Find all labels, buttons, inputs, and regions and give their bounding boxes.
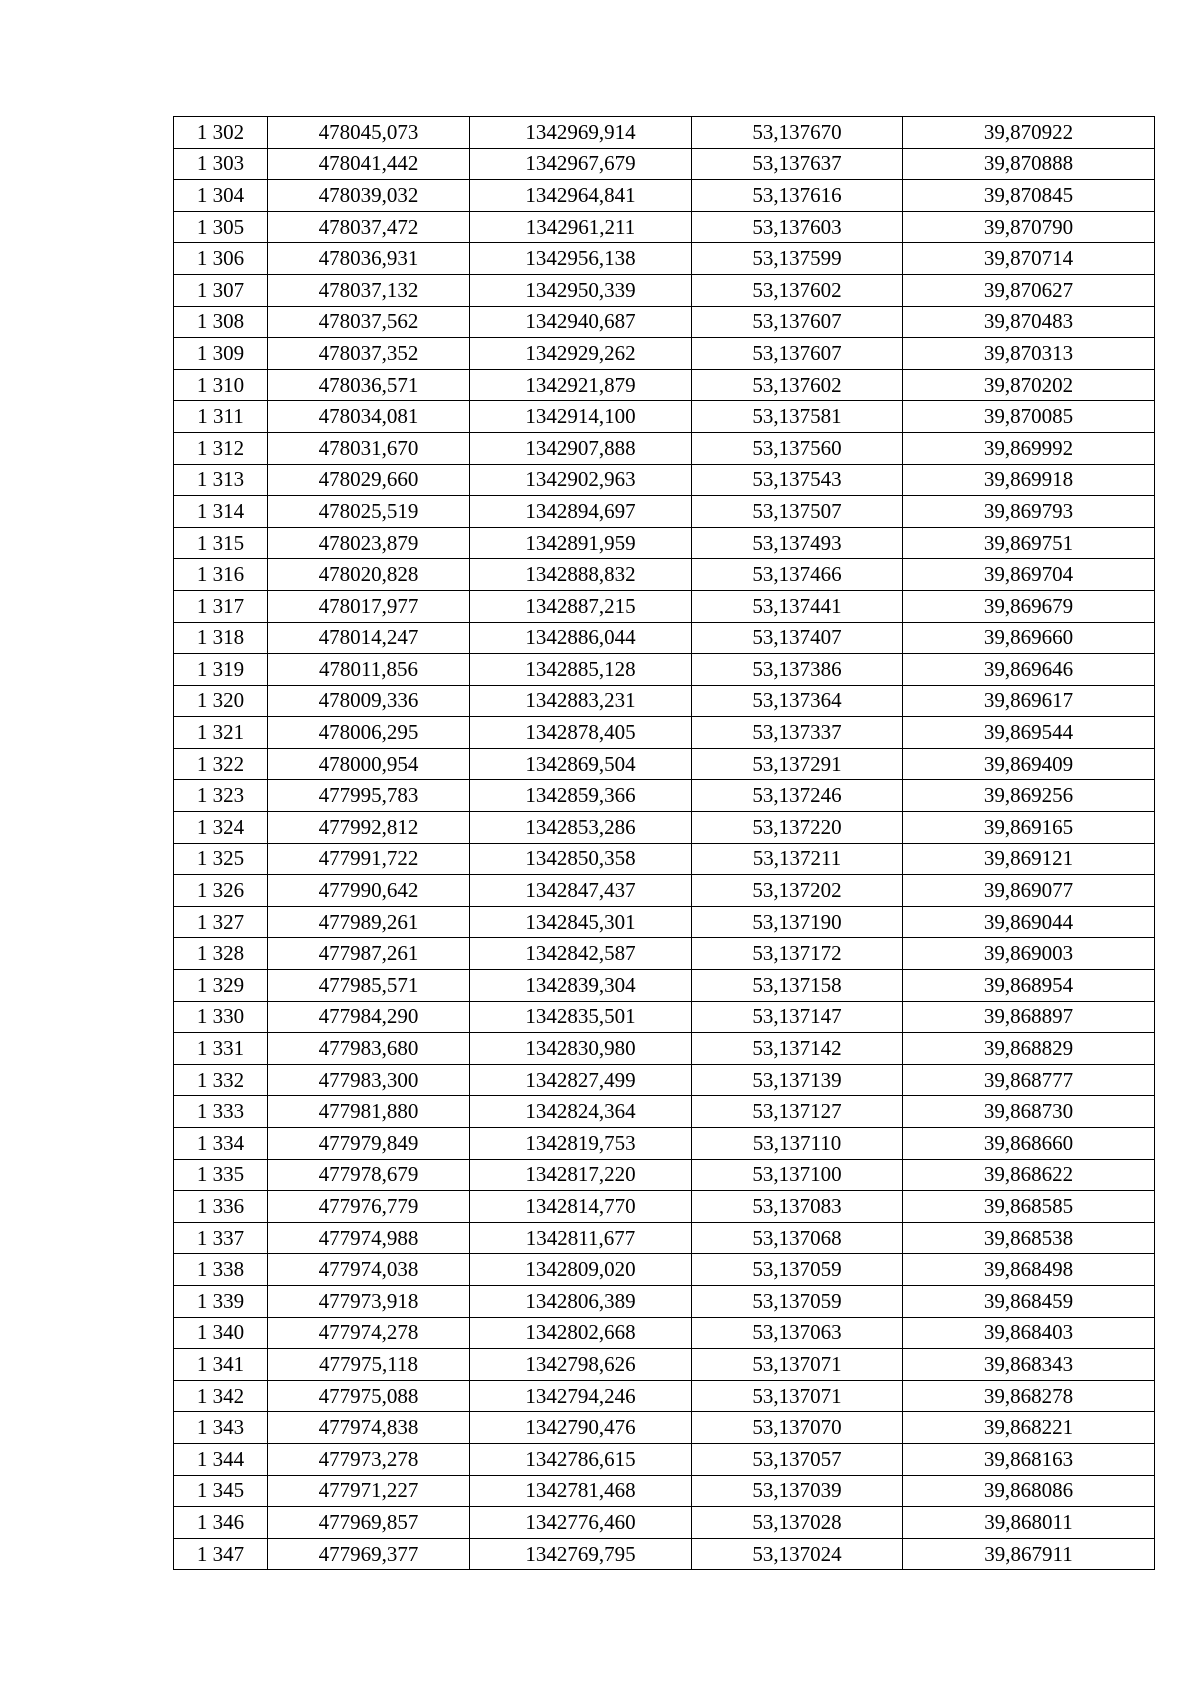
x-coordinate-cell: 477969,377 bbox=[268, 1538, 470, 1570]
point-number-cell: 1 322 bbox=[174, 748, 268, 780]
y-coordinate-cell: 1342921,879 bbox=[470, 369, 692, 401]
latitude-cell: 53,137024 bbox=[692, 1538, 903, 1570]
y-coordinate-cell: 1342769,795 bbox=[470, 1538, 692, 1570]
latitude-cell: 53,137493 bbox=[692, 527, 903, 559]
x-coordinate-cell: 478023,879 bbox=[268, 527, 470, 559]
point-number-cell: 1 332 bbox=[174, 1064, 268, 1096]
table-row bbox=[174, 306, 1155, 338]
y-coordinate-cell: 1342830,980 bbox=[470, 1033, 692, 1065]
table-row bbox=[174, 970, 1155, 1002]
y-coordinate-cell: 1342786,615 bbox=[470, 1443, 692, 1475]
latitude-cell: 53,137543 bbox=[692, 464, 903, 496]
x-coordinate-cell: 477974,838 bbox=[268, 1412, 470, 1444]
point-number-cell: 1 314 bbox=[174, 496, 268, 528]
longitude-cell: 39,869077 bbox=[903, 875, 1155, 907]
latitude-cell: 53,137616 bbox=[692, 180, 903, 212]
longitude-cell: 39,870202 bbox=[903, 369, 1155, 401]
x-coordinate-cell: 478031,670 bbox=[268, 432, 470, 464]
x-coordinate-cell: 477969,857 bbox=[268, 1507, 470, 1539]
x-coordinate-cell: 477983,300 bbox=[268, 1064, 470, 1096]
y-coordinate-cell: 1342961,211 bbox=[470, 211, 692, 243]
latitude-cell: 53,137602 bbox=[692, 369, 903, 401]
table-row bbox=[174, 1128, 1155, 1160]
point-number-cell: 1 333 bbox=[174, 1096, 268, 1128]
point-number-cell: 1 304 bbox=[174, 180, 268, 212]
longitude-cell: 39,868730 bbox=[903, 1096, 1155, 1128]
table-row bbox=[174, 1033, 1155, 1065]
x-coordinate-cell: 478020,828 bbox=[268, 559, 470, 591]
longitude-cell: 39,869704 bbox=[903, 559, 1155, 591]
table-row bbox=[174, 117, 1155, 149]
longitude-cell: 39,869121 bbox=[903, 843, 1155, 875]
x-coordinate-cell: 478000,954 bbox=[268, 748, 470, 780]
longitude-cell: 39,869751 bbox=[903, 527, 1155, 559]
longitude-cell: 39,869544 bbox=[903, 717, 1155, 749]
point-number-cell: 1 313 bbox=[174, 464, 268, 496]
table-row bbox=[174, 1285, 1155, 1317]
x-coordinate-cell: 478037,132 bbox=[268, 274, 470, 306]
x-coordinate-cell: 478041,442 bbox=[268, 148, 470, 180]
y-coordinate-cell: 1342814,770 bbox=[470, 1191, 692, 1223]
latitude-cell: 53,137059 bbox=[692, 1285, 903, 1317]
table-row bbox=[174, 1317, 1155, 1349]
table-row bbox=[174, 1222, 1155, 1254]
x-coordinate-cell: 477979,849 bbox=[268, 1128, 470, 1160]
latitude-cell: 53,137364 bbox=[692, 685, 903, 717]
point-number-cell: 1 311 bbox=[174, 401, 268, 433]
latitude-cell: 53,137607 bbox=[692, 338, 903, 370]
table-row bbox=[174, 1096, 1155, 1128]
x-coordinate-cell: 477975,088 bbox=[268, 1380, 470, 1412]
x-coordinate-cell: 477995,783 bbox=[268, 780, 470, 812]
latitude-cell: 53,137057 bbox=[692, 1443, 903, 1475]
point-number-cell: 1 305 bbox=[174, 211, 268, 243]
latitude-cell: 53,137581 bbox=[692, 401, 903, 433]
x-coordinate-cell: 477974,988 bbox=[268, 1222, 470, 1254]
point-number-cell: 1 327 bbox=[174, 906, 268, 938]
point-number-cell: 1 319 bbox=[174, 654, 268, 686]
table-row bbox=[174, 1475, 1155, 1507]
point-number-cell: 1 318 bbox=[174, 622, 268, 654]
longitude-cell: 39,868622 bbox=[903, 1159, 1155, 1191]
y-coordinate-cell: 1342902,963 bbox=[470, 464, 692, 496]
y-coordinate-cell: 1342883,231 bbox=[470, 685, 692, 717]
table-row bbox=[174, 1507, 1155, 1539]
x-coordinate-cell: 478014,247 bbox=[268, 622, 470, 654]
table-row bbox=[174, 527, 1155, 559]
longitude-cell: 39,870790 bbox=[903, 211, 1155, 243]
point-number-cell: 1 344 bbox=[174, 1443, 268, 1475]
latitude-cell: 53,137083 bbox=[692, 1191, 903, 1223]
longitude-cell: 39,868897 bbox=[903, 1001, 1155, 1033]
longitude-cell: 39,868538 bbox=[903, 1222, 1155, 1254]
point-number-cell: 1 340 bbox=[174, 1317, 268, 1349]
latitude-cell: 53,137466 bbox=[692, 559, 903, 591]
latitude-cell: 53,137291 bbox=[692, 748, 903, 780]
x-coordinate-cell: 478011,856 bbox=[268, 654, 470, 686]
table-row bbox=[174, 401, 1155, 433]
y-coordinate-cell: 1342887,215 bbox=[470, 590, 692, 622]
table-row bbox=[174, 211, 1155, 243]
y-coordinate-cell: 1342845,301 bbox=[470, 906, 692, 938]
latitude-cell: 53,137202 bbox=[692, 875, 903, 907]
latitude-cell: 53,137063 bbox=[692, 1317, 903, 1349]
y-coordinate-cell: 1342794,246 bbox=[470, 1380, 692, 1412]
latitude-cell: 53,137028 bbox=[692, 1507, 903, 1539]
latitude-cell: 53,137071 bbox=[692, 1349, 903, 1381]
x-coordinate-cell: 477983,680 bbox=[268, 1033, 470, 1065]
latitude-cell: 53,137190 bbox=[692, 906, 903, 938]
latitude-cell: 53,137070 bbox=[692, 1412, 903, 1444]
longitude-cell: 39,870922 bbox=[903, 117, 1155, 149]
y-coordinate-cell: 1342869,504 bbox=[470, 748, 692, 780]
latitude-cell: 53,137158 bbox=[692, 970, 903, 1002]
longitude-cell: 39,868086 bbox=[903, 1475, 1155, 1507]
longitude-cell: 39,870888 bbox=[903, 148, 1155, 180]
longitude-cell: 39,869409 bbox=[903, 748, 1155, 780]
table-row bbox=[174, 559, 1155, 591]
table-row bbox=[174, 1191, 1155, 1223]
latitude-cell: 53,137441 bbox=[692, 590, 903, 622]
x-coordinate-cell: 477975,118 bbox=[268, 1349, 470, 1381]
latitude-cell: 53,137139 bbox=[692, 1064, 903, 1096]
y-coordinate-cell: 1342888,832 bbox=[470, 559, 692, 591]
point-number-cell: 1 323 bbox=[174, 780, 268, 812]
point-number-cell: 1 346 bbox=[174, 1507, 268, 1539]
latitude-cell: 53,137211 bbox=[692, 843, 903, 875]
y-coordinate-cell: 1342842,587 bbox=[470, 938, 692, 970]
latitude-cell: 53,137603 bbox=[692, 211, 903, 243]
y-coordinate-cell: 1342907,888 bbox=[470, 432, 692, 464]
point-number-cell: 1 306 bbox=[174, 243, 268, 275]
longitude-cell: 39,870483 bbox=[903, 306, 1155, 338]
longitude-cell: 39,868278 bbox=[903, 1380, 1155, 1412]
y-coordinate-cell: 1342894,697 bbox=[470, 496, 692, 528]
latitude-cell: 53,137560 bbox=[692, 432, 903, 464]
point-number-cell: 1 321 bbox=[174, 717, 268, 749]
x-coordinate-cell: 477981,880 bbox=[268, 1096, 470, 1128]
latitude-cell: 53,137039 bbox=[692, 1475, 903, 1507]
coordinates-table-body bbox=[174, 117, 1155, 1570]
latitude-cell: 53,137110 bbox=[692, 1128, 903, 1160]
x-coordinate-cell: 478029,660 bbox=[268, 464, 470, 496]
x-coordinate-cell: 478045,073 bbox=[268, 117, 470, 149]
point-number-cell: 1 309 bbox=[174, 338, 268, 370]
longitude-cell: 39,868459 bbox=[903, 1285, 1155, 1317]
point-number-cell: 1 320 bbox=[174, 685, 268, 717]
longitude-cell: 39,868163 bbox=[903, 1443, 1155, 1475]
table-row bbox=[174, 1254, 1155, 1286]
x-coordinate-cell: 477985,571 bbox=[268, 970, 470, 1002]
y-coordinate-cell: 1342914,100 bbox=[470, 401, 692, 433]
latitude-cell: 53,137071 bbox=[692, 1380, 903, 1412]
point-number-cell: 1 310 bbox=[174, 369, 268, 401]
y-coordinate-cell: 1342811,677 bbox=[470, 1222, 692, 1254]
y-coordinate-cell: 1342940,687 bbox=[470, 306, 692, 338]
y-coordinate-cell: 1342802,668 bbox=[470, 1317, 692, 1349]
y-coordinate-cell: 1342964,841 bbox=[470, 180, 692, 212]
point-number-cell: 1 307 bbox=[174, 274, 268, 306]
x-coordinate-cell: 477973,918 bbox=[268, 1285, 470, 1317]
latitude-cell: 53,137100 bbox=[692, 1159, 903, 1191]
point-number-cell: 1 315 bbox=[174, 527, 268, 559]
longitude-cell: 39,868343 bbox=[903, 1349, 1155, 1381]
latitude-cell: 53,137127 bbox=[692, 1096, 903, 1128]
longitude-cell: 39,869646 bbox=[903, 654, 1155, 686]
longitude-cell: 39,869003 bbox=[903, 938, 1155, 970]
latitude-cell: 53,137407 bbox=[692, 622, 903, 654]
latitude-cell: 53,137337 bbox=[692, 717, 903, 749]
table-row bbox=[174, 780, 1155, 812]
point-number-cell: 1 324 bbox=[174, 812, 268, 844]
point-number-cell: 1 331 bbox=[174, 1033, 268, 1065]
table-row bbox=[174, 1412, 1155, 1444]
longitude-cell: 39,869992 bbox=[903, 432, 1155, 464]
x-coordinate-cell: 478034,081 bbox=[268, 401, 470, 433]
point-number-cell: 1 337 bbox=[174, 1222, 268, 1254]
y-coordinate-cell: 1342798,626 bbox=[470, 1349, 692, 1381]
point-number-cell: 1 338 bbox=[174, 1254, 268, 1286]
table-row bbox=[174, 938, 1155, 970]
y-coordinate-cell: 1342827,499 bbox=[470, 1064, 692, 1096]
point-number-cell: 1 334 bbox=[174, 1128, 268, 1160]
x-coordinate-cell: 478039,032 bbox=[268, 180, 470, 212]
x-coordinate-cell: 478037,472 bbox=[268, 211, 470, 243]
point-number-cell: 1 308 bbox=[174, 306, 268, 338]
latitude-cell: 53,137602 bbox=[692, 274, 903, 306]
table-row bbox=[174, 717, 1155, 749]
longitude-cell: 39,869679 bbox=[903, 590, 1155, 622]
latitude-cell: 53,137142 bbox=[692, 1033, 903, 1065]
y-coordinate-cell: 1342885,128 bbox=[470, 654, 692, 686]
x-coordinate-cell: 478017,977 bbox=[268, 590, 470, 622]
longitude-cell: 39,869256 bbox=[903, 780, 1155, 812]
y-coordinate-cell: 1342819,753 bbox=[470, 1128, 692, 1160]
y-coordinate-cell: 1342790,476 bbox=[470, 1412, 692, 1444]
y-coordinate-cell: 1342956,138 bbox=[470, 243, 692, 275]
longitude-cell: 39,869044 bbox=[903, 906, 1155, 938]
y-coordinate-cell: 1342809,020 bbox=[470, 1254, 692, 1286]
point-number-cell: 1 339 bbox=[174, 1285, 268, 1317]
y-coordinate-cell: 1342776,460 bbox=[470, 1507, 692, 1539]
longitude-cell: 39,868585 bbox=[903, 1191, 1155, 1223]
point-number-cell: 1 345 bbox=[174, 1475, 268, 1507]
x-coordinate-cell: 478036,571 bbox=[268, 369, 470, 401]
longitude-cell: 39,868660 bbox=[903, 1128, 1155, 1160]
longitude-cell: 39,870714 bbox=[903, 243, 1155, 275]
longitude-cell: 39,868954 bbox=[903, 970, 1155, 1002]
table-row bbox=[174, 432, 1155, 464]
x-coordinate-cell: 478025,519 bbox=[268, 496, 470, 528]
table-row bbox=[174, 338, 1155, 370]
point-number-cell: 1 325 bbox=[174, 843, 268, 875]
table-row bbox=[174, 148, 1155, 180]
longitude-cell: 39,869660 bbox=[903, 622, 1155, 654]
table-row bbox=[174, 685, 1155, 717]
latitude-cell: 53,137147 bbox=[692, 1001, 903, 1033]
table-row bbox=[174, 748, 1155, 780]
longitude-cell: 39,870085 bbox=[903, 401, 1155, 433]
longitude-cell: 39,869165 bbox=[903, 812, 1155, 844]
latitude-cell: 53,137059 bbox=[692, 1254, 903, 1286]
point-number-cell: 1 329 bbox=[174, 970, 268, 1002]
y-coordinate-cell: 1342891,959 bbox=[470, 527, 692, 559]
x-coordinate-cell: 477973,278 bbox=[268, 1443, 470, 1475]
y-coordinate-cell: 1342878,405 bbox=[470, 717, 692, 749]
y-coordinate-cell: 1342929,262 bbox=[470, 338, 692, 370]
x-coordinate-cell: 477987,261 bbox=[268, 938, 470, 970]
longitude-cell: 39,869918 bbox=[903, 464, 1155, 496]
point-number-cell: 1 342 bbox=[174, 1380, 268, 1412]
longitude-cell: 39,869617 bbox=[903, 685, 1155, 717]
point-number-cell: 1 303 bbox=[174, 148, 268, 180]
y-coordinate-cell: 1342781,468 bbox=[470, 1475, 692, 1507]
x-coordinate-cell: 478009,336 bbox=[268, 685, 470, 717]
y-coordinate-cell: 1342806,389 bbox=[470, 1285, 692, 1317]
latitude-cell: 53,137068 bbox=[692, 1222, 903, 1254]
longitude-cell: 39,867911 bbox=[903, 1538, 1155, 1570]
x-coordinate-cell: 478036,931 bbox=[268, 243, 470, 275]
x-coordinate-cell: 477974,278 bbox=[268, 1317, 470, 1349]
x-coordinate-cell: 477976,779 bbox=[268, 1191, 470, 1223]
longitude-cell: 39,868403 bbox=[903, 1317, 1155, 1349]
point-number-cell: 1 341 bbox=[174, 1349, 268, 1381]
longitude-cell: 39,870845 bbox=[903, 180, 1155, 212]
y-coordinate-cell: 1342886,044 bbox=[470, 622, 692, 654]
point-number-cell: 1 302 bbox=[174, 117, 268, 149]
longitude-cell: 39,868498 bbox=[903, 1254, 1155, 1286]
x-coordinate-cell: 477984,290 bbox=[268, 1001, 470, 1033]
longitude-cell: 39,870313 bbox=[903, 338, 1155, 370]
table-row bbox=[174, 1349, 1155, 1381]
x-coordinate-cell: 478037,352 bbox=[268, 338, 470, 370]
latitude-cell: 53,137172 bbox=[692, 938, 903, 970]
point-number-cell: 1 335 bbox=[174, 1159, 268, 1191]
point-number-cell: 1 317 bbox=[174, 590, 268, 622]
latitude-cell: 53,137386 bbox=[692, 654, 903, 686]
y-coordinate-cell: 1342839,304 bbox=[470, 970, 692, 1002]
table-row bbox=[174, 180, 1155, 212]
table-row bbox=[174, 812, 1155, 844]
table-row bbox=[174, 274, 1155, 306]
longitude-cell: 39,868221 bbox=[903, 1412, 1155, 1444]
table-row bbox=[174, 1538, 1155, 1570]
latitude-cell: 53,137599 bbox=[692, 243, 903, 275]
y-coordinate-cell: 1342850,358 bbox=[470, 843, 692, 875]
x-coordinate-cell: 477971,227 bbox=[268, 1475, 470, 1507]
point-number-cell: 1 328 bbox=[174, 938, 268, 970]
table-row bbox=[174, 1443, 1155, 1475]
y-coordinate-cell: 1342817,220 bbox=[470, 1159, 692, 1191]
x-coordinate-cell: 477989,261 bbox=[268, 906, 470, 938]
latitude-cell: 53,137637 bbox=[692, 148, 903, 180]
x-coordinate-cell: 478006,295 bbox=[268, 717, 470, 749]
y-coordinate-cell: 1342847,437 bbox=[470, 875, 692, 907]
longitude-cell: 39,868011 bbox=[903, 1507, 1155, 1539]
table-row bbox=[174, 906, 1155, 938]
table-row bbox=[174, 369, 1155, 401]
x-coordinate-cell: 477991,722 bbox=[268, 843, 470, 875]
table-row bbox=[174, 843, 1155, 875]
point-number-cell: 1 326 bbox=[174, 875, 268, 907]
table-row bbox=[174, 1064, 1155, 1096]
point-number-cell: 1 347 bbox=[174, 1538, 268, 1570]
table-row bbox=[174, 590, 1155, 622]
latitude-cell: 53,137507 bbox=[692, 496, 903, 528]
table-row bbox=[174, 654, 1155, 686]
table-row bbox=[174, 1380, 1155, 1412]
y-coordinate-cell: 1342835,501 bbox=[470, 1001, 692, 1033]
table-row bbox=[174, 1159, 1155, 1191]
x-coordinate-cell: 477978,679 bbox=[268, 1159, 470, 1191]
latitude-cell: 53,137220 bbox=[692, 812, 903, 844]
table-row bbox=[174, 622, 1155, 654]
x-coordinate-cell: 477992,812 bbox=[268, 812, 470, 844]
y-coordinate-cell: 1342859,366 bbox=[470, 780, 692, 812]
table-row bbox=[174, 243, 1155, 275]
table-row bbox=[174, 464, 1155, 496]
y-coordinate-cell: 1342853,286 bbox=[470, 812, 692, 844]
point-number-cell: 1 343 bbox=[174, 1412, 268, 1444]
x-coordinate-cell: 478037,562 bbox=[268, 306, 470, 338]
latitude-cell: 53,137607 bbox=[692, 306, 903, 338]
x-coordinate-cell: 477990,642 bbox=[268, 875, 470, 907]
y-coordinate-cell: 1342824,364 bbox=[470, 1096, 692, 1128]
x-coordinate-cell: 477974,038 bbox=[268, 1254, 470, 1286]
table-row bbox=[174, 496, 1155, 528]
table-row bbox=[174, 875, 1155, 907]
table-row bbox=[174, 1001, 1155, 1033]
y-coordinate-cell: 1342967,679 bbox=[470, 148, 692, 180]
point-number-cell: 1 336 bbox=[174, 1191, 268, 1223]
longitude-cell: 39,870627 bbox=[903, 274, 1155, 306]
longitude-cell: 39,869793 bbox=[903, 496, 1155, 528]
y-coordinate-cell: 1342950,339 bbox=[470, 274, 692, 306]
point-number-cell: 1 316 bbox=[174, 559, 268, 591]
latitude-cell: 53,137246 bbox=[692, 780, 903, 812]
point-number-cell: 1 312 bbox=[174, 432, 268, 464]
longitude-cell: 39,868777 bbox=[903, 1064, 1155, 1096]
latitude-cell: 53,137670 bbox=[692, 117, 903, 149]
longitude-cell: 39,868829 bbox=[903, 1033, 1155, 1065]
point-number-cell: 1 330 bbox=[174, 1001, 268, 1033]
coordinates-table bbox=[173, 116, 1155, 1570]
y-coordinate-cell: 1342969,914 bbox=[470, 117, 692, 149]
